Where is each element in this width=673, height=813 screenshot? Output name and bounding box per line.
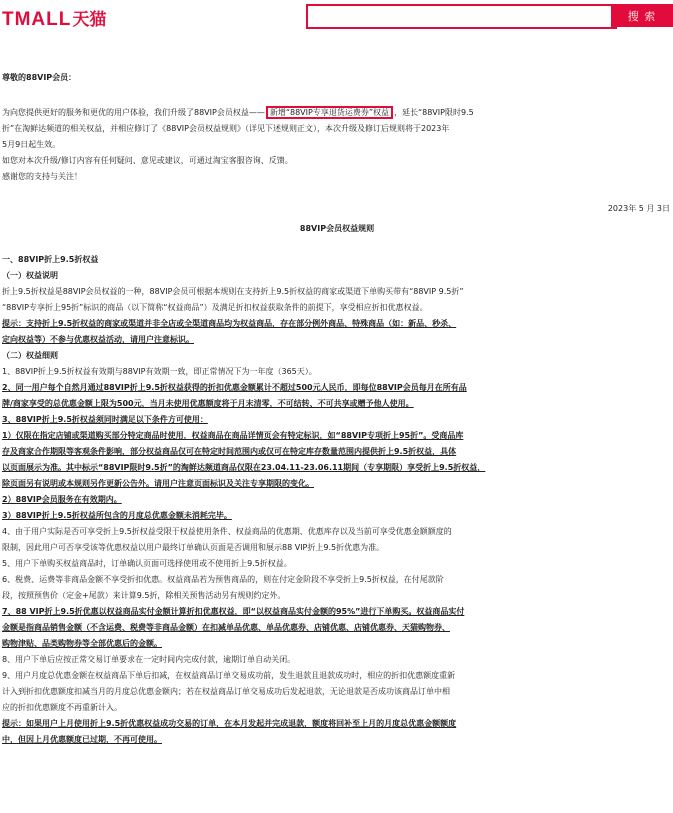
rule-4: 4、由于用户实际是否可享受折上9.5折权益受限于权益使用条件、权益商品的优惠期、优惠库存以及当前可享受优惠金额额度的 <box>2 527 452 536</box>
rule-9: 应的折扣优惠额度不再重新计入。 <box>2 703 122 712</box>
rule-3-1: 以页面展示为准。其中标示“88VIP限时9.5折”的淘鲜达频道商品仅限在23.04.11-23.06.11期间（专享期限）享受折上9.5折权益， <box>2 463 486 472</box>
logo-text: TMALL <box>2 9 72 30</box>
rule-1: 1、88VIP折上9.5折权益有效期与88VIP有效期一致，即正常情况下为一年度（365天）。 <box>2 367 317 376</box>
tmall-logo[interactable] <box>2 5 106 31</box>
greeting: 尊敬的88VIP会员： <box>2 73 77 82</box>
intro-line-3: 5月9日起生效。 <box>2 140 61 149</box>
rule-3: 3、88VIP折上9.5折权益须同时满足以下条件方可使用： <box>2 415 208 424</box>
rule-7: 购物津贴、品类购物券等全部优惠后的金额。 <box>2 639 162 648</box>
section-1-1-para: 折上9.5折权益是88VIP会员权益的一种，88VIP会员可根据本规则在支持折上9.5折权益的商家或渠道下单购买带有“88VIP 9.5折” <box>2 287 464 296</box>
tip-1: 定向权益等）不参与优惠权益活动，请用户注意标识。 <box>2 335 194 344</box>
rules-title: 88VIP会员权益规则 <box>299 224 375 233</box>
rule-3-1: 1）仅限在指定店铺或渠道购买部分特定商品时使用，权益商品在商品详情页会有特定标识，如“88VIP专项折上95折”。受商品库 <box>2 431 464 440</box>
intro-text: ，延长“88VIP限时9.5 <box>393 108 474 117</box>
thanks-line: 感谢您的支持与关注！ <box>2 172 82 181</box>
highlighted-new-benefit: 新增“88VIP专享退货运费券”权益 <box>266 106 393 119</box>
tip-1: 提示：支持折上9.5折权益的商家或渠道并非全店或全渠道商品均为权益商品，存在部分例外商品、特殊商品（如：新品、秒杀、 <box>2 319 457 328</box>
section-1-1-para: “88VIP专享折上95折”标识的商品（以下简称“权益商品”）及满足折扣权益获取条件的前提下，享受相应折扣优惠权益。 <box>2 303 428 312</box>
rule-7: 7、88 VIP折上9.5折优惠以权益商品实付金额计算折扣优惠权益，即“以权益商品实付金额的95%”进行下单购买。权益商品实付 <box>2 607 465 616</box>
tip-2: 提示：如果用户上月使用折上9.5折优惠权益成功交易的订单，在本月发起并完成退款，额度将回补至上月的月度总优惠金额额度 <box>2 719 457 728</box>
intro-line-1 <box>2 105 672 121</box>
rule-6: 段，按照预售价（定金+尾款）来计算9.5折，除相关预售活动另有规则约定外。 <box>2 591 286 600</box>
rule-3-3: 3）88VIP折上9.5折权益所包含的月度总优惠金额未消耗完毕。 <box>2 511 232 520</box>
rule-3-1: 存及商家合作期限等客观条件影响，部分权益商品仅可在特定时间范围内或仅可在特定库存数量范围内提供折上9.5折权益，具体 <box>2 447 457 456</box>
intro-text: 为向您提供更好的服务和更优的用户体验，我们升级了88VIP会员权益—— <box>2 108 265 117</box>
rule-3-1: 除页面另有说明或本规则另作更新公告外。请用户注意页面标识及关注专享期限的变化。 <box>2 479 314 488</box>
header <box>0 0 673 34</box>
rule-3-2: 2）88VIP会员服务在有效期内。 <box>2 495 122 504</box>
intro-line-4: 如您对本次升级/修订内容有任何疑问、意见或建议，可通过淘宝客服咨询、反馈。 <box>2 156 293 165</box>
rule-4: 限制，因此用户可否享受该等优惠权益以用户最终订单确认页面是否调用和展示88 VIP折上9.5折优惠为准。 <box>2 543 385 552</box>
tip-2: 中，但因上月优惠额度已过期，不再可使用。 <box>2 735 162 744</box>
rule-9: 9、用户月度总优惠金额在权益商品下单后扣减，在权益商品订单交易成功前，发生退款且退款成功时，相应的折扣优惠额度重新 <box>2 671 456 680</box>
rule-2: 2、同一用户每个自然月通过88VIP折上9.5折权益获得的折扣优惠金额累计不超过500元人民币，即每位88VIP会员每月在所有品 <box>2 383 467 392</box>
section-1-2-heading: （二）权益细则 <box>2 351 58 360</box>
rule-9: 计入到折扣优惠额度扣减当月的月度总优惠金额内；若在权益商品订单交易成功后发起退款，无论退款是否成功该商品订单中相 <box>2 687 450 696</box>
section-1-1-heading: （一）权益说明 <box>2 271 58 280</box>
notice-date: 2023年 5 月 3日 <box>607 204 670 213</box>
rule-6: 6、税费、运费等非商品金额不享受折扣优惠。权益商品若为预售商品的，则在付定金阶段不享受折上9.5折权益，在付尾款阶 <box>2 575 444 584</box>
rule-7: 金额是指商品销售金额（不含运费、税费等非商品金额）在扣减单品优惠、单品优惠券、店铺优惠、店铺优惠券、天猫购物券、 <box>2 623 450 632</box>
search-input[interactable] <box>306 4 617 29</box>
section-1-heading: 一、88VIP折上9.5折权益 <box>2 255 99 264</box>
rule-8: 8、用户下单后应按正常交易订单要求在一定时间内完成付款，逾期订单自动关闭。 <box>2 655 296 664</box>
rule-5: 5、用户下单购买权益商品时，订单确认页面可选择使用或不使用折上9.5折权益。 <box>2 559 292 568</box>
logo-cn: 天猫 <box>72 10 107 29</box>
document-body <box>2 70 672 748</box>
rule-2: 牌/商家享受的总优惠金额上限为500元，当月未使用优惠额度将于月末清零，不可结转、不可共享或赠予他人使用。 <box>2 399 414 408</box>
search-button[interactable]: 搜 索 <box>611 4 673 27</box>
intro-line-2: 折”在淘鲜达频道的相关权益，并相应修订了《88VIP会员权益规则》（详见下述规则正文），本次升级及修订后规则将于2023年 <box>2 124 450 133</box>
